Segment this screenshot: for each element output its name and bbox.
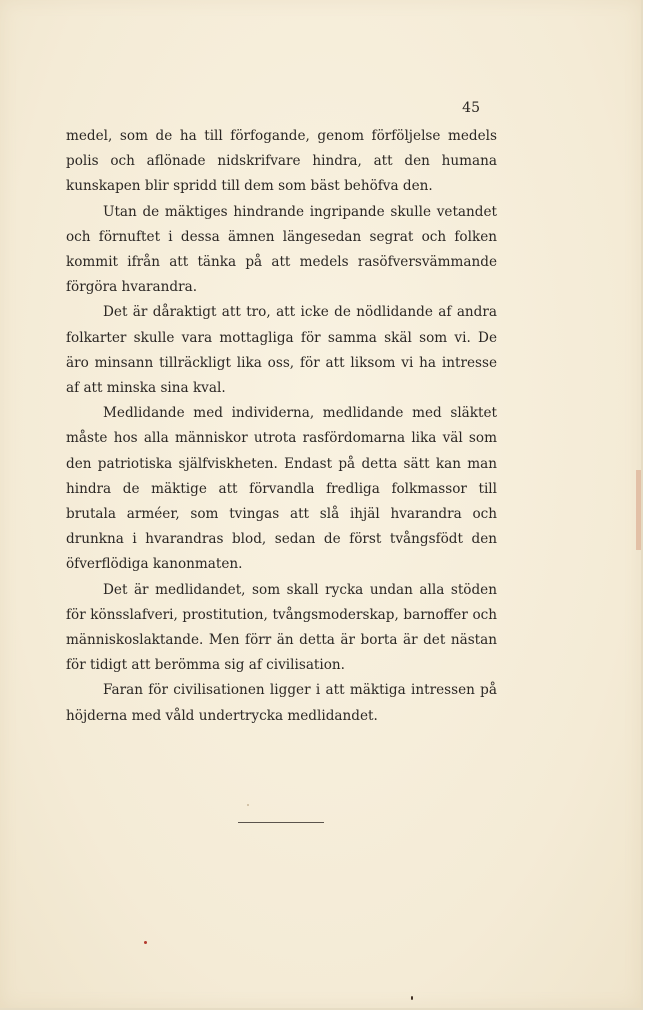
end-rule-divider	[238, 822, 324, 823]
paragraph: Det är medlidandet, som skall rycka undan alla stöden för könsslafveri, prostitution, tvångsmoderskap, barnoffer och människoslaktande. Men förr än detta är borta är det nästan för tidigt att berömma sig af civilisation.	[66, 581, 497, 674]
body-text	[66, 124, 497, 729]
ink-speck	[144, 941, 147, 944]
paragraph: Utan de mäktiges hindrande ingripande skulle vetandet och förnuftet i dessa ämnen längesedan segrat och folken kommit ifrån att tänka på att medels rasöfversvämmande förgöra hvarandra.	[66, 203, 497, 296]
paper-speck	[247, 804, 249, 806]
paragraph: Medlidande med individerna, medlidande med släktet måste hos alla människor utrota rasfördomarna lika väl som den patriotiska själfviskheten. Endast på detta sätt kan man hindra de mäktige att förvandla fredliga folkmassor till brutala arméer, som tvingas att slå ihjäl hvarandra och drunkna i hvarandras blod, sedan de först tvångsfödt den öfverflödiga kanonmaten.	[66, 405, 497, 573]
edge-stain	[636, 470, 641, 550]
ink-speck	[411, 996, 413, 1000]
page-number: 45	[462, 100, 480, 116]
paragraph: Faran för civilisationen ligger i att mäktiga intressen på höjderna med våld undertrycka medlidandet.	[66, 682, 497, 724]
paragraph: Det är dåraktigt att tro, att icke de nödlidande af andra folkarter skulle vara mottagliga för samma skäl som vi. De äro minsann tillräckligt lika oss, för att liksom vi ha intresse af att minska sina kval.	[66, 304, 497, 397]
paragraph: medel, som de ha till förfogande, genom förföljelse medels polis och aflönade nidskrifvare hindra, att den humana kunskapen blir spridd till dem som bäst behöfva den.	[66, 128, 497, 195]
